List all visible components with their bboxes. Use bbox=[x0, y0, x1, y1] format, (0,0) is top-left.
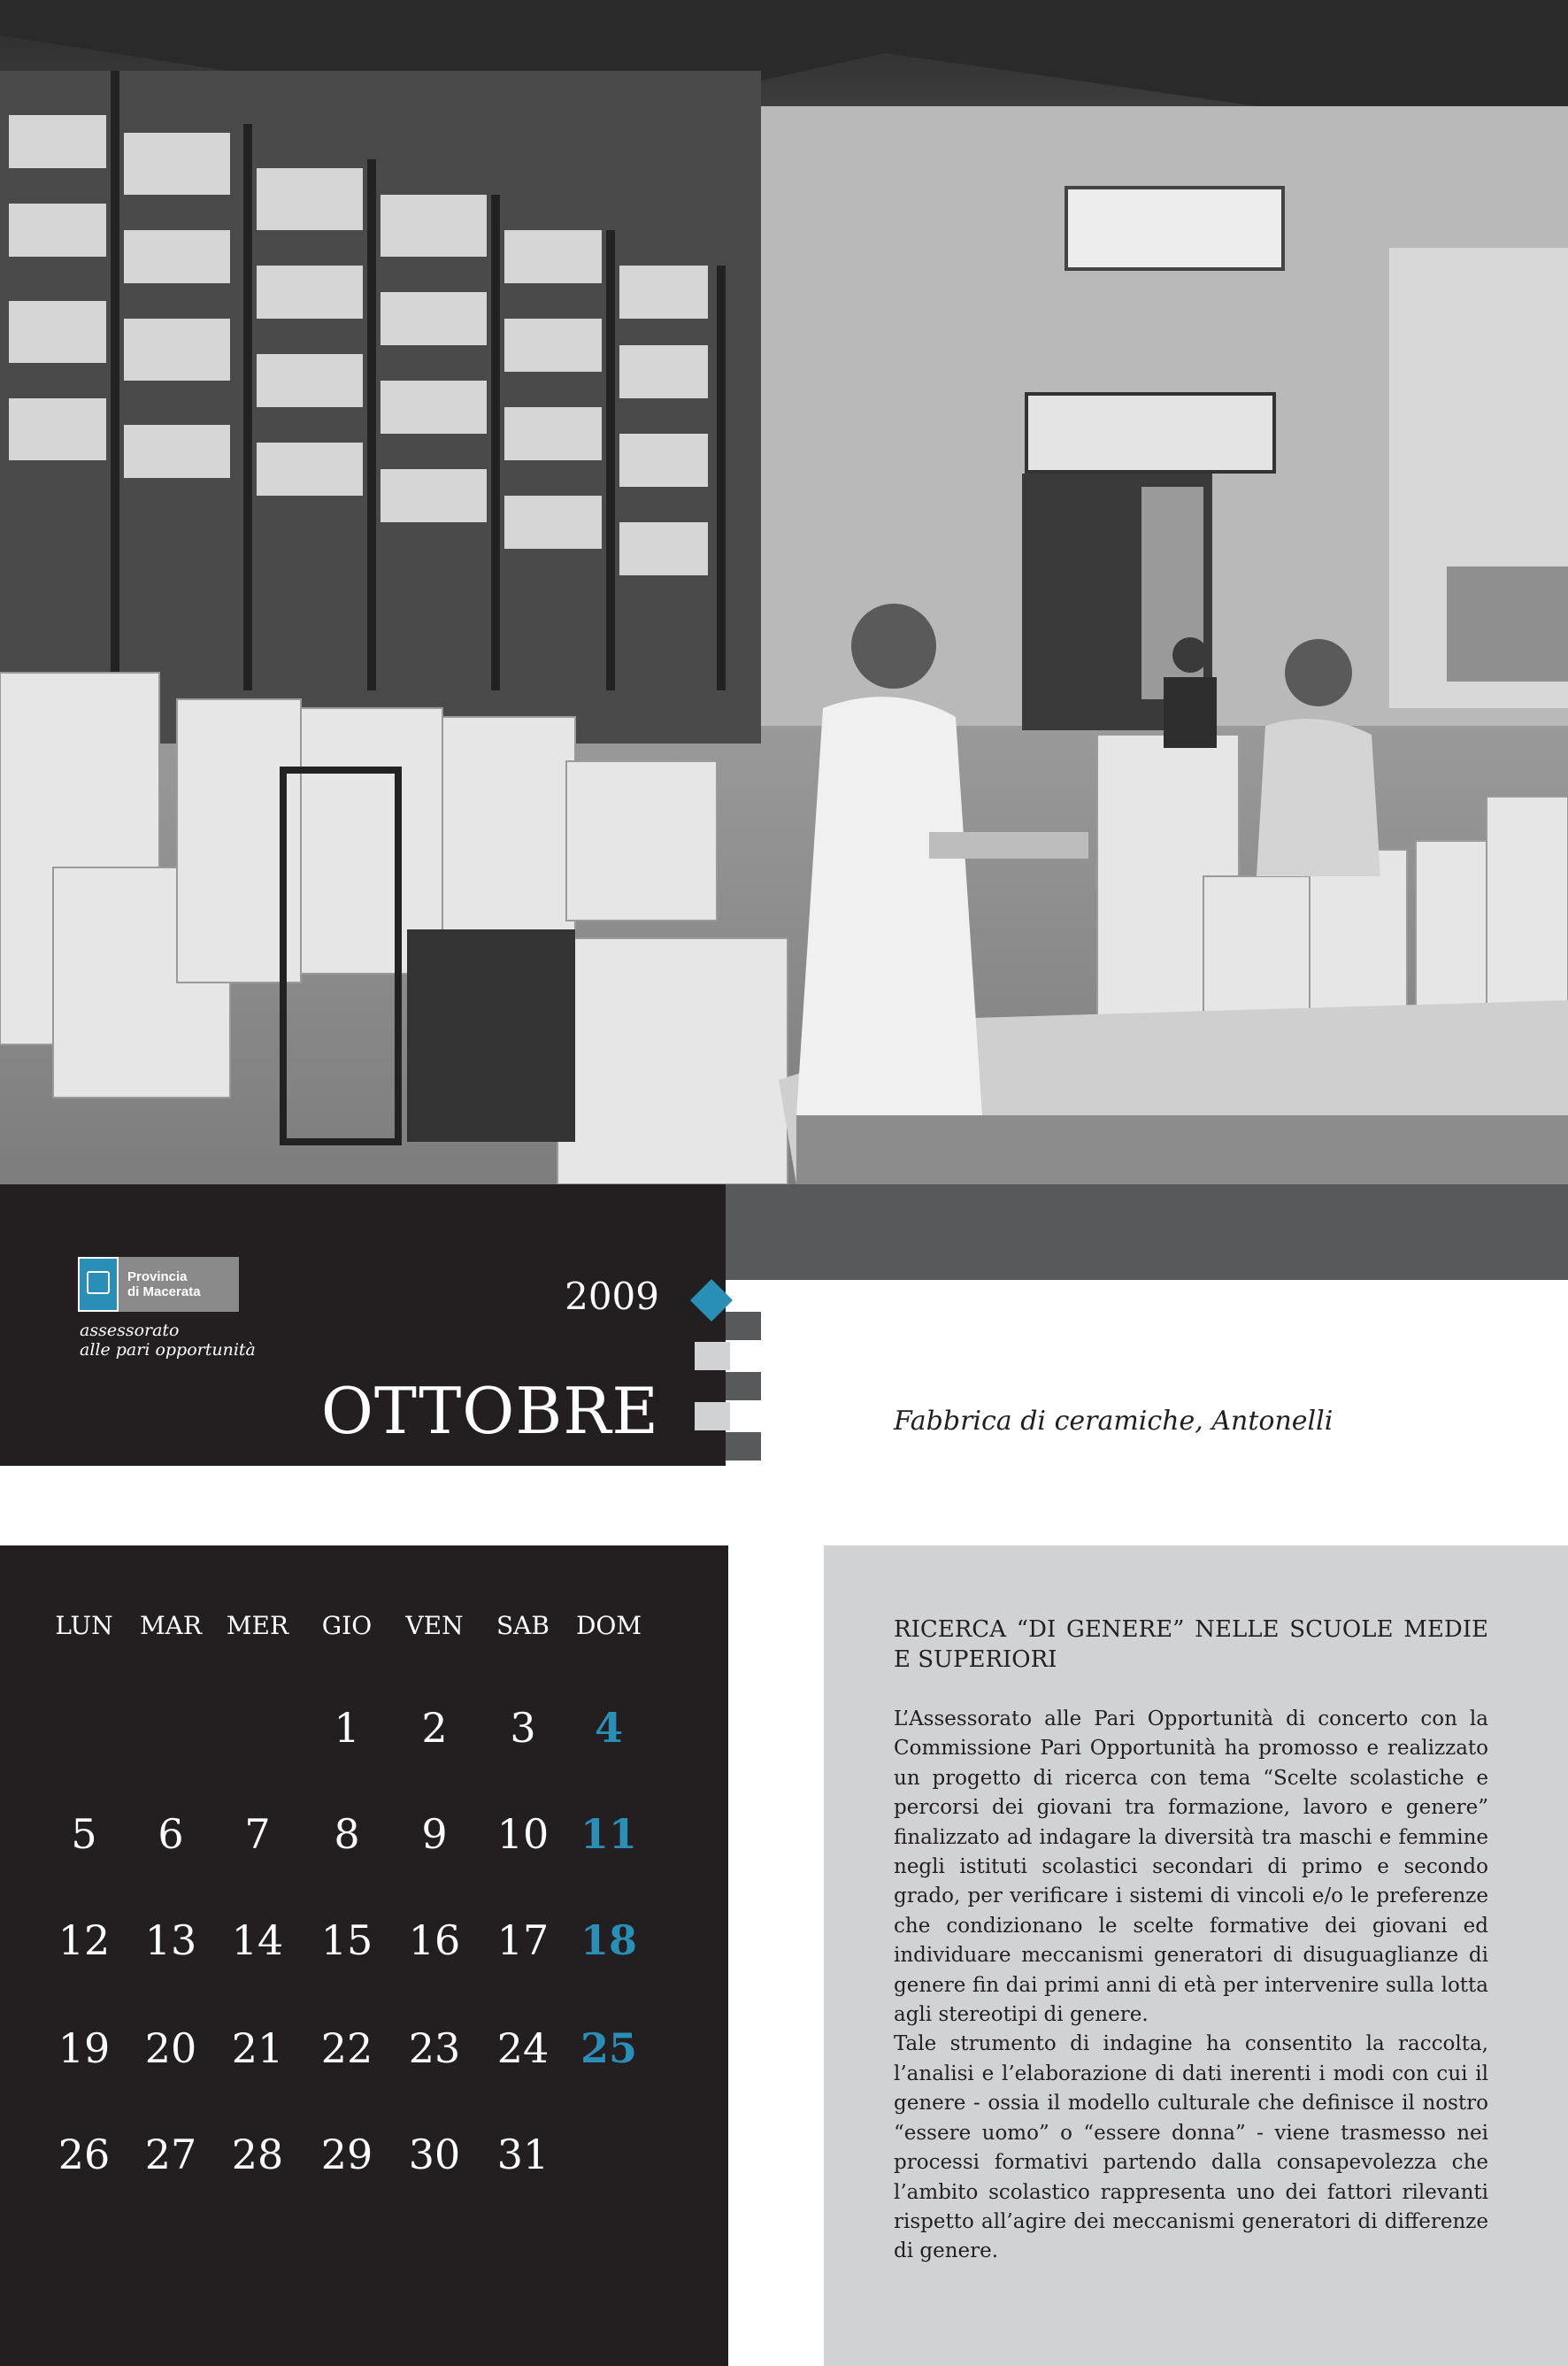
department-label: assessorato alle pari opportunità bbox=[80, 1321, 256, 1360]
calendar-day: 28 bbox=[231, 2131, 284, 2178]
decor-square bbox=[695, 1402, 730, 1430]
calendar-day: 31 bbox=[496, 2131, 550, 2178]
calendar-day: 20 bbox=[144, 2024, 197, 2072]
calendar-day: 17 bbox=[496, 1916, 550, 1964]
calendar-day: 6 bbox=[158, 1810, 184, 1858]
calendar-day: 8 bbox=[334, 1810, 360, 1858]
calendar-day: 12 bbox=[58, 1916, 111, 1964]
calendar-day: 9 bbox=[421, 1810, 448, 1858]
decor-square bbox=[726, 1312, 761, 1340]
calendar-day: 3 bbox=[510, 1704, 536, 1752]
calendar-day: 22 bbox=[320, 2024, 373, 2072]
photo-caption: Fabbrica di ceramiche, Antonelli bbox=[894, 1406, 1334, 1437]
calendar-day: 15 bbox=[320, 1916, 373, 1964]
calendar-day: 30 bbox=[408, 2131, 461, 2178]
calendar-day: 19 bbox=[58, 2024, 111, 2072]
decor-square bbox=[726, 1372, 761, 1400]
calendar-day: 5 bbox=[71, 1810, 97, 1858]
weekday-header: VEN bbox=[405, 1611, 464, 1640]
calendar-day: 23 bbox=[408, 2024, 461, 2072]
calendar-day: 2 bbox=[421, 1704, 448, 1752]
provincia-logo bbox=[78, 1257, 239, 1312]
logo-wordmark: Provincia di Macerata bbox=[119, 1257, 239, 1312]
header-accent-band bbox=[726, 1184, 1568, 1280]
calendar-day-sunday: 25 bbox=[580, 2024, 637, 2072]
calendar-day-sunday: 4 bbox=[594, 1704, 623, 1752]
weekday-header: DOM bbox=[575, 1611, 642, 1640]
decor-square bbox=[726, 1432, 761, 1460]
calendar-day: 21 bbox=[231, 2024, 284, 2072]
article-paragraph: Tale strumento di indagine ha consentito la raccolta, l’analisi e l’elaborazione di dati inerenti i modi con cui il genere - ossia il modello culturale che definisce il nostro “essere uomo” o “essere donna” - viene trasmesso nei processi formativi partendo dalla consapevolezza che l’ambito scolastico rappresenta uno dei fattori rilevanti rispetto all’agire dei meccanismi generatori di differenze di genere. bbox=[894, 2032, 1488, 2263]
calendar-day: 10 bbox=[496, 1810, 550, 1858]
article-body bbox=[894, 1705, 1488, 2267]
calendar-day: 1 bbox=[334, 1704, 360, 1752]
calendar-day: 27 bbox=[144, 2131, 197, 2178]
weekday-header: SAB bbox=[496, 1611, 550, 1640]
calendar-day: 7 bbox=[244, 1810, 271, 1858]
calendar-day-sunday: 18 bbox=[580, 1916, 637, 1964]
calendar-day: 26 bbox=[58, 2131, 111, 2178]
calendar-day: 24 bbox=[496, 2024, 550, 2072]
calendar-month: OTTOBRE bbox=[320, 1374, 659, 1448]
weekday-header: MER bbox=[226, 1611, 289, 1640]
crest-icon bbox=[78, 1257, 119, 1312]
calendar-day: 29 bbox=[320, 2131, 373, 2178]
decor-square bbox=[695, 1342, 730, 1370]
weekday-header: GIO bbox=[321, 1611, 373, 1640]
calendar-day-sunday: 11 bbox=[580, 1810, 637, 1858]
calendar-year: 2009 bbox=[565, 1275, 659, 1318]
weekday-header: MAR bbox=[140, 1611, 202, 1640]
article-paragraph: L’Assessorato alle Pari Opportunità di concerto con la Commissione Pari Opportunità ha promosso e realizzato un progetto di ricerca con tema “Scelte scolastiche e percorsi dei giovani tra formazione, lavoro e genere” finalizzato ad indagare la diversità tra maschi e femmine negli istituti scolastici secondari di primo e secondo grado, per verificare i sistemi di vincoli e/o le preferenze che condizionano le scelte formative dei giovani ed individuare meccanismi generatori di disuguaglianze di genere fin dai primi anni di età per intervenire sulla lotta agli stereotipi di genere. bbox=[894, 1707, 1488, 2027]
calendar-day: 13 bbox=[144, 1916, 197, 1964]
weekday-header: LUN bbox=[55, 1611, 113, 1640]
calendar-day: 16 bbox=[408, 1916, 461, 1964]
article-title: RICERCA “DI GENERE” NELLE SCUOLE MEDIE E SUPERIORI bbox=[894, 1616, 1488, 1673]
calendar-day: 14 bbox=[231, 1916, 284, 1964]
